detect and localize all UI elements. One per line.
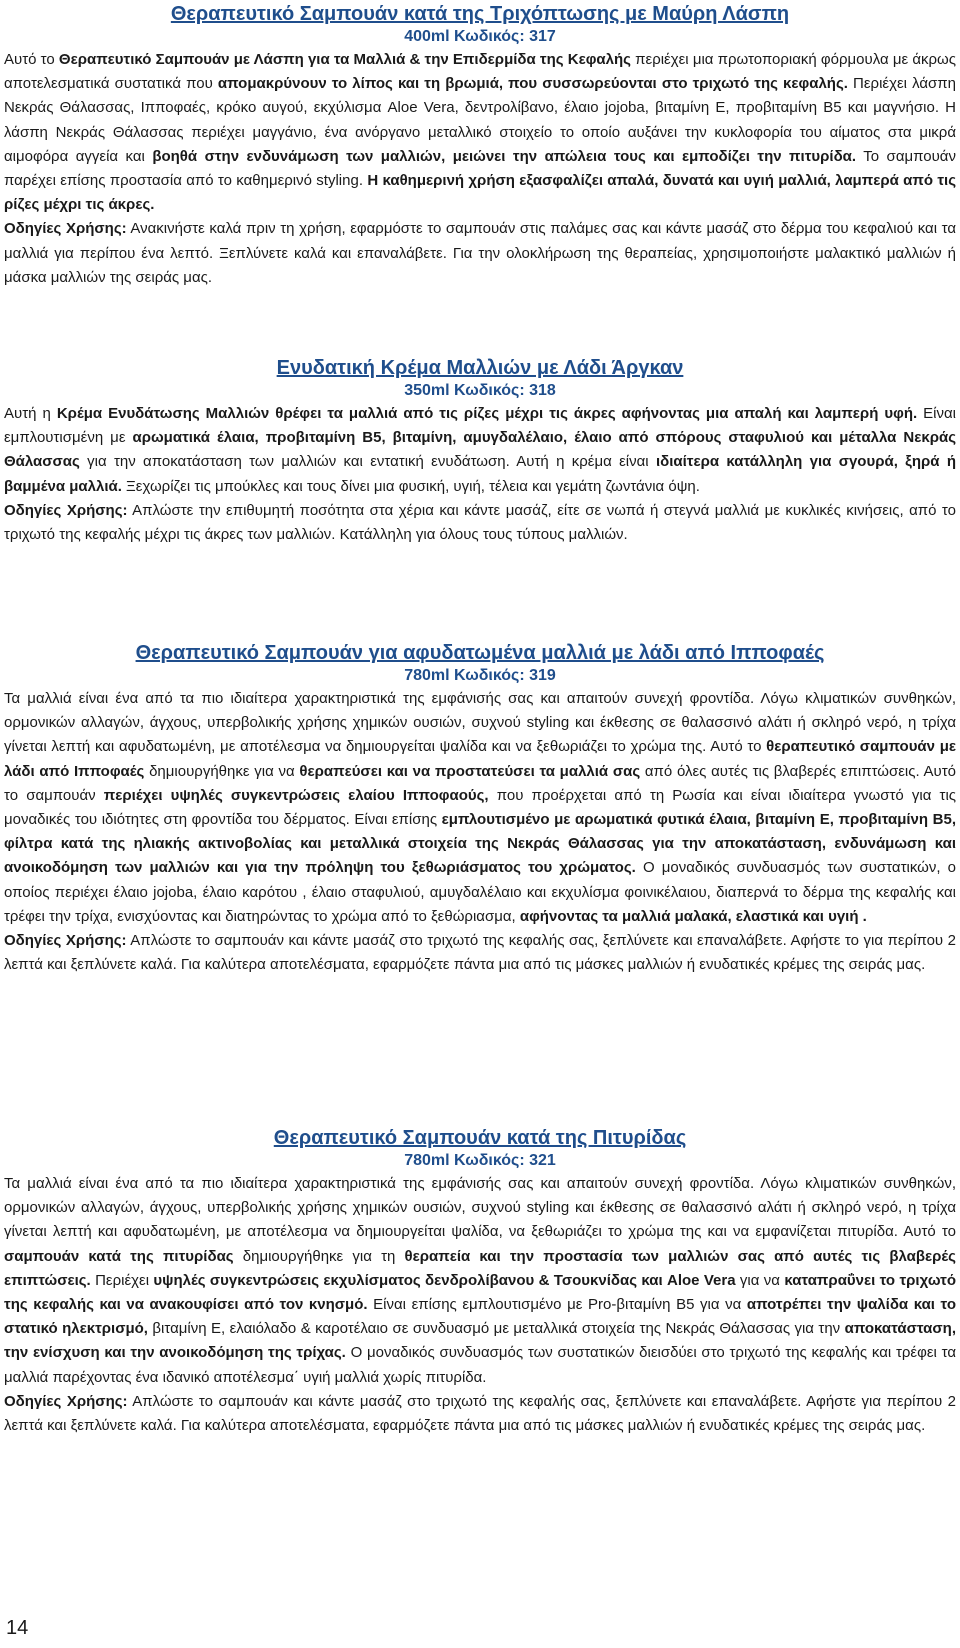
product-code: 400ml Κωδικός: 317 — [404, 28, 556, 45]
text-run: Απλώστε το σαμπουάν και κάντε μασάζ στο τριχωτό της κεφαλής σας, ξεπλύνετε και επαναλάβετε. Αφήστε για περίπου 2 λεπτά και ξεπλύνετε καλά. Για καλύτερα αποτελέσματα, εφαρμόζετε πάντα μια από τις μάσκες μαλλιών ή ενυδατικές κρέμες της σειράς μας. — [4, 1392, 956, 1435]
text-run: Απλώστε την επιθυμητή ποσότητα στα χέρια και κάντε μασάζ, είτε σε νωπά ή στεγνά μαλλιά με κυκλικές κινήσεις, από το τριχωτό της κεφαλής μέχρι τις άκρες των μαλλιών. Κατάλληλη για όλους τους τύπους μαλλιών. — [4, 501, 956, 544]
product-section-321 — [4, 1126, 956, 1438]
product-code: 350ml Κωδικός: 318 — [404, 382, 556, 399]
text-run: δημιουργήθηκε για να — [144, 762, 300, 780]
page-number: 14 — [6, 1617, 29, 1639]
bold-text-run: αρωματικά έλαια, προβιταμίνη B5, βιταμίνη, αμυγδαλέλαιο, έλαιο από σπόρους σταφυλιού και μέταλλα Νεκράς Θάλασσας — [4, 429, 956, 471]
bold-text-run: καταπραΰνει το τριχωτό της κεφαλής και να ανακουφίσει από τον κνησμό. — [4, 1271, 957, 1314]
text-run: Περιέχει — [90, 1271, 154, 1289]
bold-text-run: αποκατάσταση, την ενίσχυση και την ανοικοδόμηση της τρίχας. — [4, 1320, 956, 1362]
bold-text-run: θεραπεύσει και να προστατεύσει τα μαλλιά σας — [299, 762, 641, 780]
text-run: για να — [735, 1271, 785, 1289]
text-run: Αυτή η — [4, 405, 57, 422]
product-section-318 — [4, 356, 956, 547]
product-title: Ενυδατική Κρέμα Μαλλιών με Λάδι Άργκαν — [276, 357, 684, 379]
text-run: Ο μοναδικός συνδυασμός των συστατικών διεισδύει στο τριχωτό της κεφαλής και τρέφει τα μαλλιά παρέχοντας ένα ιδανικό αποτέλεσμα΄ υγιή μαλλιά χωρίς πιτυρίδα. — [4, 1344, 956, 1386]
product-description — [4, 48, 956, 217]
text-run: Είναι εμπλουτισμένη με — [4, 405, 956, 447]
bold-text-run: Η καθημερινή χρήση εξασφαλίζει απαλά, δυνατά και υγιή μαλλιά, λαμπερά από τις ρίζες μέχρι τις άκρες. — [4, 172, 956, 214]
bold-text-run: Οδηγίες Χρήσης: — [4, 220, 127, 238]
bold-text-run: θεραπεία και την προστασία των μαλλιών σας από αυτές τις βλαβερές επιπτώσεις. — [4, 1247, 956, 1289]
product-section-317 — [4, 2, 956, 290]
text-run: Ξεχωρίζει τις μπούκλες και τους δίνει μια φυσική, υγιή, τέλεια και γεμάτη ζωντάνια όψη. — [121, 477, 700, 495]
usage-instructions — [4, 217, 956, 290]
bold-text-run: περιέχει υψηλές συγκεντρώσεις ελαίου Ιπποφαούς, — [103, 786, 489, 804]
bold-text-run: αφήνοντας τα μαλλιά μαλακά, ελαστικά και υγιή . — [519, 907, 867, 925]
bold-text-run: Οδηγίες Χρήσης: — [4, 501, 128, 519]
text-run: Είναι επίσης εμπλουτισμένο με Pro-βιταμίνη B5 για να — [367, 1296, 747, 1314]
product-description — [4, 687, 956, 929]
usage-instructions — [4, 499, 956, 547]
product-code: 780ml Κωδικός: 319 — [404, 667, 556, 684]
product-code: 780ml Κωδικός: 321 — [404, 1152, 556, 1169]
product-title: Θεραπευτικό Σαμπουάν για αφυδατωμένα μαλλιά με λάδι από Ιπποφαές — [135, 642, 825, 664]
bold-text-run: σαμπουάν κατά της πιτυρίδας — [4, 1247, 234, 1265]
text-run: δημιουργήθηκε για τη — [233, 1247, 405, 1265]
text-run: Ανακινήστε καλά πριν τη χρήση, εφαρμόστε το σαμπουάν στις παλάμες σας και κάντε μασάζ στο δέρμα του κεφαλιού και τα μαλλιά για περίπου ένα λεπτό. Ξεπλύνετε καλά και επαναλάβετε. Για την ολοκλήρωση της θεραπείας, χρησιμοποιήστε μαλακτικό μαλλιών ή μάσκα μαλλιών της σειράς μας. — [4, 220, 956, 286]
text-run: από όλες αυτές τις βλαβερές επιπτώσεις. Αυτό το σαμπουάν — [4, 762, 957, 804]
usage-instructions — [4, 1390, 956, 1438]
bold-text-run: αποτρέπει την ψαλίδα και το στατικό ηλεκτρισμό, — [4, 1296, 956, 1338]
text-run: περιέχει μια πρωτοποριακή φόρμουλα με άκρως αποτελεσματικά συστατικά που — [4, 51, 956, 93]
product-description — [4, 402, 956, 499]
bold-text-run: θεραπευτικό σαμπουάν με λάδι από Ιπποφαές — [4, 738, 956, 780]
bold-text-run: απομακρύνουν το λίπος και τη βρωμιά, που συσσωρεύονται στο τριχωτό της κεφαλής. — [217, 75, 848, 93]
bold-text-run: βοηθά στην ενδυνάμωση των μαλλιών, μειώνει την απώλεια τους και εμποδίζει την πιτυρίδα. — [152, 147, 857, 165]
text-run: Τα μαλλιά είναι ένα από τα πιο ιδιαίτερα χαρακτηριστικά της εμφάνισής σας και απαιτούν συνεχή φροντίδα. Λόγω κλιματικών συνθηκών, ορμονικών αλλαγών, άγχους, υπερβολικής χρήσης χημικών ουσιών, συχνού styling και έκθεσης σε θαλασσινό αλάτι ή σκληρό νερό, η τρίχα γίνεται λεπτή και αφυδατωμένη, με αποτέλεσμα να δημιουργείται ψαλίδα και να ξεθωριάζει το χρώμα της. Αυτό το — [4, 690, 956, 756]
text-run: Ο μοναδικός συνδυασμός των συστατικών, ο οποίος περιέχει έλαιο jojoba, έλαιο καρότου , έλαιο σταφυλιού, αμυγδαλέλαιο και εκχυλίσμα φοινικέλαιου, διαπερνά το δέρμα της κεφαλής και τρέφει την τρίχα, ενισχύοντας και διατηρώντας το χρώμα από το ξεθώριασμα, — [4, 859, 956, 925]
bold-text-run: Οδηγίες Χρήσης: — [4, 1392, 128, 1410]
product-title: Θεραπευτικό Σαμπουάν κατά της Τριχόπτωσης με Μαύρη Λάσπη — [170, 3, 790, 25]
text-run: βιταμίνη E, ελαιόλαδο & καροτέλαιο σε συνδυασμό με μεταλλικά στοιχεία της Νεκράς Θάλασσας για την — [147, 1320, 845, 1338]
bold-text-run: εμπλουτισμένο με αρωματικά φυτικά έλαια, βιταμίνη E, προβιταμίνη B5, φίλτρα κατά της ηλιακής ακτινοβολίας και μεταλλικά στοιχεία της Νεκράς Θάλασσας για την αποκατάσταση, ενδυνάμωση και ανοικοδόμηση των μαλλιών και για την πρόληψη του ξεθωριάσματος του χρώματος. — [4, 811, 956, 877]
text-run: Αυτό το — [4, 51, 59, 68]
bold-text-run: ιδιαίτερα κατάλληλη για σγουρά, ξηρά ή βαμμένα μαλλιά. — [4, 453, 957, 495]
product-section-319 — [4, 641, 956, 977]
product-title: Θεραπευτικό Σαμπουάν κατά της Πιτυρίδας — [273, 1127, 687, 1149]
bold-text-run: Οδηγίες Χρήσης: — [4, 932, 127, 950]
text-run: Τα μαλλιά είναι ένα από τα πιο ιδιαίτερα χαρακτηριστικά της εμφάνισής σας και απαιτούν συνεχή φροντίδα. Λόγω κλιματικών συνθηκών, ορμονικών αλλαγών, άγχους, υπερβολικής χρήσης χημικών ουσιών, συχνού styling και έκθεσης σε θαλασσινό αλάτι ή σκληρό νερό, η τρίχα γίνεται λεπτή και αφυδατωμένη, με αποτέλεσμα να δημιουργείται ψαλίδα, να ξεθωριάζει το χρώμα της και να εμφανίζεται πιτυρίδα. Αυτό το — [4, 1175, 956, 1241]
usage-instructions — [4, 929, 956, 977]
text-run: Περιέχει λάσπη Νεκράς Θάλασσας, Ιπποφαές, κρόκο αυγού, εκχύλισμα Aloe Vera, δεντρολίβανο, έλαιο jojoba, βιταμίνη E, προβιταμίνη B5 και μαγνήσιο. Η λάσπη Νεκράς Θάλασσας περιέχει μαγγάνιο, ένα ανόργανο μεταλλικό στοιχείο το οποίο αυξάνει την κυκλοφορία του αίματος στα μικρά αιμοφόρα αγγεία και — [4, 75, 956, 165]
bold-text-run: Θεραπευτικό Σαμπουάν με Λάσπη για τα Μαλλιά & την Επιδερμίδα της Κεφαλής — [58, 51, 631, 68]
product-description — [4, 1172, 956, 1390]
text-run: Απλώστε το σαμπουάν και κάντε μασάζ στο τριχωτό της κεφαλής σας, ξεπλύνετε και επαναλάβετε. Αφήστε το για περίπου 2 λεπτά και ξεπλύνετε καλά. Για καλύτερα αποτελέσματα, εφαρμόζετε πάντα μια από τις μάσκες μαλλιών ή ενυδατικές κρέμες της σειράς μας. — [4, 932, 956, 974]
text-run: Το σαμπουάν παρέχει επίσης προστασία από το καθημερινό styling. — [4, 147, 956, 190]
text-run: που προέρχεται από τη Ρωσία και είναι ιδιαίτερα γνωστό για τις μοναδικές του ιδιότητες στη φροντίδα του δέρματος. Είναι επίσης — [4, 786, 957, 829]
bold-text-run: υψηλές συγκεντρώσεις εκχυλίσματος δενδρολίβανου & Τσουκνίδας και Aloe Vera — [153, 1271, 736, 1289]
text-run: για την αποκατάσταση των μαλλιών και εντατική ενυδάτωση. Αυτή η κρέμα είναι — [79, 453, 656, 471]
bold-text-run: Κρέμα Ενυδάτωσης Μαλλιών θρέφει τα μαλλιά από τις ρίζες μέχρι τις άκρες αφήνοντας μια απαλή και λαμπερή υφή. — [56, 405, 918, 422]
